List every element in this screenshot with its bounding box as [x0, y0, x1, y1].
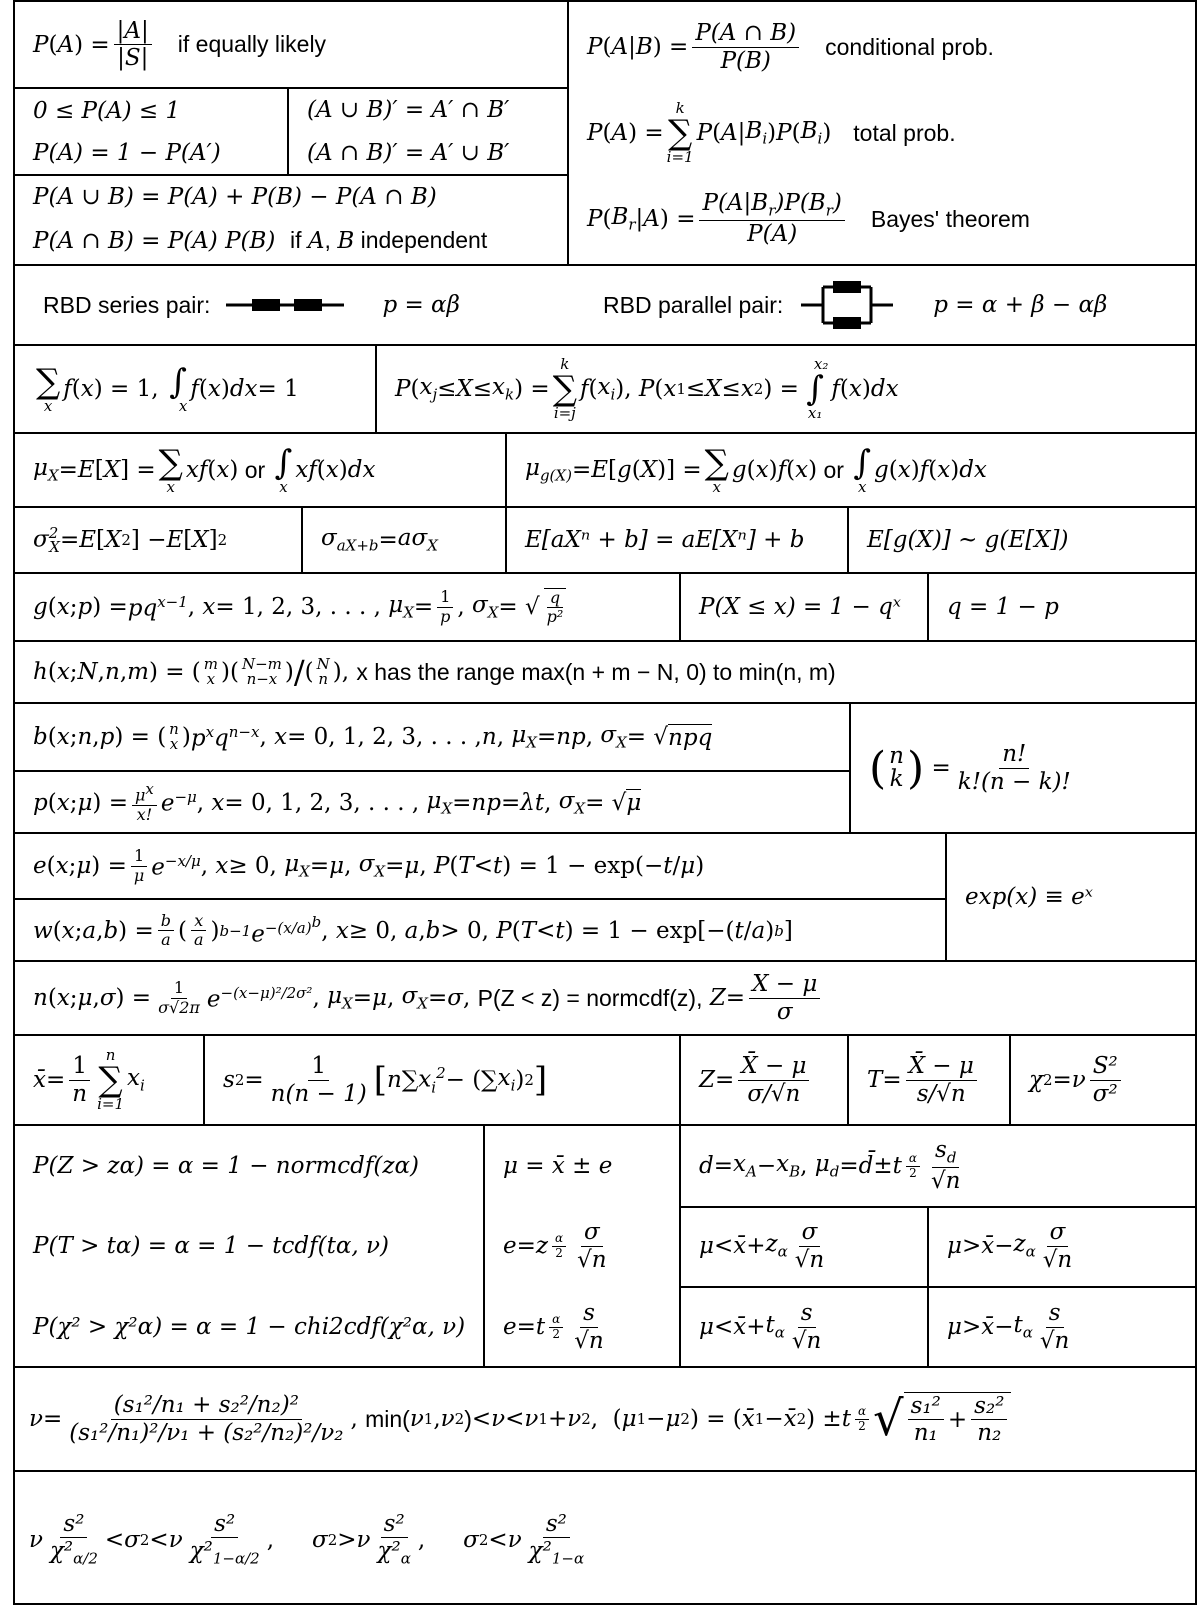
mean-formula: $\mu_X$ = E [ X ] = ∑ x xf ( x ) or ∫ x xf ( x ) dx — [33, 442, 376, 496]
demorgan-union-formula: (A ∪ B)′ = A′ ∩ B′ — [307, 96, 510, 123]
total-label: total prob. — [853, 119, 956, 146]
variance-interval-row — [15, 1470, 1195, 1607]
demorgan-intersection-formula: (A ∩ B)′ = A′ ∪ B′ — [307, 139, 510, 166]
paired-difference-formula: d = $x_A$ − $x_B$ , $\mu_d$ = d̄ ± t α 2 $s_d$ √n — [699, 1137, 961, 1195]
lower-bound-z-formula: μ > x̄ − $z_\alpha$ σ √n — [927, 1206, 1195, 1286]
sample-variance-formula: s 2 = 1 n(n − 1) [ n ∑ $x_i^2$ − (∑ $x_i$ ) 2 ] — [203, 1036, 679, 1124]
variance-formula: $\sigma^2_X$ = E [ X 2 ] − E [ X ] 2 — [33, 523, 228, 557]
confidence-interval-section — [15, 1124, 1195, 1366]
parallel-probability: p = α + β − αβ — [933, 292, 1108, 318]
probability-basics-section — [15, 2, 1195, 264]
distribution-sum-row — [15, 344, 1195, 432]
formula-sheet — [13, 0, 1197, 1605]
rbd-series-label: RBD series pair: — [43, 291, 211, 318]
union-formula: P(A ∪ B) = P(A) + P(B) − P(A ∩ B) — [33, 183, 437, 210]
exp-definition: exp(x) ≡ eˣ — [945, 834, 1195, 960]
sample-statistics-row — [15, 1034, 1195, 1124]
equally-likely-label: if equally likely — [177, 31, 327, 57]
binomial-poisson-row — [15, 702, 1195, 832]
complement-formula: P(A) = 1 − P(A′) — [33, 140, 221, 166]
demorgan-cell — [287, 88, 567, 174]
welch-formula: ν = (s₁²/n₁ + s₂²/n₂)² (s₁²/n₁)²/ν₁ + (s₂²/n₂)²/ν₂ , min( ν 1 , ν 2 ) < ν < ν 1 + ν 2 , ( μ 1 − μ 2 ) = ( x̄ 1 − x̄ 2 ) ± t α 2 √ s₁² n₁ + s₂² n₂ — [15, 1368, 1195, 1470]
series-probability: p = αβ — [382, 292, 460, 318]
geometric-formula: g ( x ; p ) = $pq^{x-1}$ , x = 1, 2, 3, . . . , $\mu_X$ = 1 p , $\sigma_X$ = √ q p² — [15, 574, 679, 640]
variance-interval-formula: ν s² $\chi^2_{\alpha/2}$ < σ 2 < ν s² $\chi^2_{1-\alpha/2}$ , σ 2 > ν s² $\chi^2_\alpha$ , σ 2 < ν s² $\chi^2_{1-\alpha}$ — [29, 1510, 585, 1568]
chi-alpha-formula: P(χ² > χ²α) = α = 1 − chi2cdf(χ²α, ν) — [33, 1314, 466, 1340]
expectation-linear-formula: E[aXⁿ + b] = aE[Xⁿ] + b — [505, 508, 847, 572]
upper-bound-t-formula: μ < x̄ + $t_\alpha$ s √n — [699, 1300, 822, 1354]
hypergeometric-formula: h ( x ; N , n , m ) = ( m x )( N−m n−x ) / ( N n ), x has the range max(n + m − N, 0) to min(n, m) — [33, 653, 836, 691]
parallel-diagram-icon — [797, 277, 897, 333]
normal-formula: n ( x ; μ , σ ) = 1 σ√2π $e^{-(x-\mu)^2/2\sigma^2}$ , $\mu_X$ = μ , $\sigma_X$ = σ , P(Z < z) = normcdf(z), Z = X − μ σ — [15, 962, 1195, 1034]
normcdf-label: P(Z < z) = normcdf(z), — [477, 984, 703, 1011]
probability-bounds-cell — [15, 88, 287, 174]
q-definition: q = 1 − p — [927, 574, 1195, 640]
interval-prob-formula: P ( $x_j$ ≤ X ≤ $x_k$ ) = k ∑ i=j f ( $x_i$ ), P ( x 1 ≤ X ≤ x 2 ) = x₂ ∫ x₁ f ( x ) dx — [375, 346, 1195, 432]
bayes-label: Bayes' theorem — [870, 205, 1030, 232]
normalization-formula: ∑ x f ( x ) = 1, ∫ x f ( x ) dx = 1 — [36, 361, 299, 415]
hypergeometric-range-label: x has the range max(n + m − N, 0) to min(n, m) — [356, 658, 836, 685]
binomial-formula: b ( x ; n , p ) = ( n x ) $p^xq^{n-x}$ , x = 0, 1, 2, 3, . . . , n , $\mu_X$ = np , $\sigma_X$ = √ npq — [33, 720, 713, 753]
equally-likely-formula: P ( A ) = |A| |S| if equally likely — [33, 17, 327, 71]
sigma-linear-formula: $\sigma_{aX+b}$ = $a\sigma_X$ — [301, 508, 505, 572]
z-alpha-formula: P(Z > zα) = α = 1 − normcdf(zα) — [33, 1153, 419, 1179]
welch-row — [15, 1366, 1195, 1470]
expected-g-formula: $\mu_{g(X)}$ = E [ g ( X )] = ∑ x g ( x ) f ( x ) or ∫ x g ( x ) f ( x ) dx — [505, 434, 1195, 506]
poisson-formula: p ( x ; μ ) = $\mu^x$ x! $e^{-\mu}$ , x = 0, 1, 2, 3, . . . , $\mu_X$ = np = λt , $\sigma_X$ = √ μ — [33, 779, 642, 824]
geometric-row — [15, 572, 1195, 640]
total-prob-formula: P ( A ) = k ∑ i=1 P ( A | $B_i$ ) P ( $B_i$ ) total prob. — [587, 99, 956, 166]
hypergeometric-row — [15, 640, 1195, 702]
t-alpha-formula: P(T > tα) = α = 1 − tcdf(tα, ν) — [33, 1233, 389, 1259]
bounds-formula: 0 ≤ P(A) ≤ 1 — [33, 98, 181, 124]
conditional-label: conditional prob. — [825, 33, 994, 60]
union-intersection-cell: P(A ∪ B) = P(A) + P(B) − P(A ∩ B) P(A ∩ B) = P(A) P(B) if A, B independent — [33, 183, 488, 255]
conditional-prob-formula: P ( A | B ) = P(A ∩ B) P(B) conditional prob. — [587, 20, 994, 74]
margin-z-formula: e = z α 2 σ √n — [503, 1219, 607, 1273]
intersection-formula: P(A ∩ B) = P(A) P(B) — [33, 228, 276, 255]
exponential-weibull-row — [15, 832, 1195, 960]
rbd-series-cell — [25, 266, 585, 344]
weibull-formula: w ( x ; a , b ) = b a ( x a ) b−1 $e^{-(x/a)^b}$ , x ≥ 0, a , b > 0, P ( T < t ) = 1 − exp[−( t / a ) b ] — [33, 910, 793, 949]
variance-row — [15, 506, 1195, 572]
upper-bound-z-formula: μ < x̄ + $z_\alpha$ σ √n — [699, 1219, 825, 1273]
normal-row — [15, 960, 1195, 1034]
chi-square-statistic-formula: χ 2 = ν S² σ² — [1009, 1036, 1195, 1124]
rbd-parallel-cell — [585, 266, 1195, 344]
expectation-row — [15, 432, 1195, 506]
exponential-formula: e ( x ; μ ) = 1 μ $e^{-x/\mu}$ , x ≥ 0, $\mu_X$ = μ , $\sigma_X$ = μ , P ( T < t ) = 1 − exp(− t / μ ) — [33, 846, 705, 885]
rbd-row — [15, 264, 1195, 344]
rbd-parallel-label: RBD parallel pair: — [603, 291, 784, 318]
sample-mean-formula: x̄ = 1 n n ∑ i=1 $x_i$ — [33, 1046, 145, 1113]
expectation-approx-formula: E[g(X)] ~ g(E[X]) — [847, 508, 1195, 572]
series-diagram-icon — [222, 290, 348, 320]
margin-t-formula: e = t α 2 s √n — [503, 1300, 604, 1354]
mu-interval-formula: μ = x̄ ± e — [503, 1153, 613, 1179]
binomial-coefficient-formula: ( n k ) = n! k!(n − k)! — [849, 704, 1195, 832]
t-statistic-formula: T = X̄ − μ s/√n — [847, 1036, 1009, 1124]
z-statistic-formula: Z = X̄ − μ σ/√n — [679, 1036, 847, 1124]
geometric-cdf-formula: P(X ≤ x) = 1 − qˣ — [679, 574, 927, 640]
bayes-formula: P ( $B_r$ | A ) = $P(A|B_r)P(B_r)$ P(A) Bayes' theorem — [587, 190, 1030, 248]
lower-bound-t-formula: μ > x̄ − $t_\alpha$ s √n — [927, 1286, 1195, 1368]
